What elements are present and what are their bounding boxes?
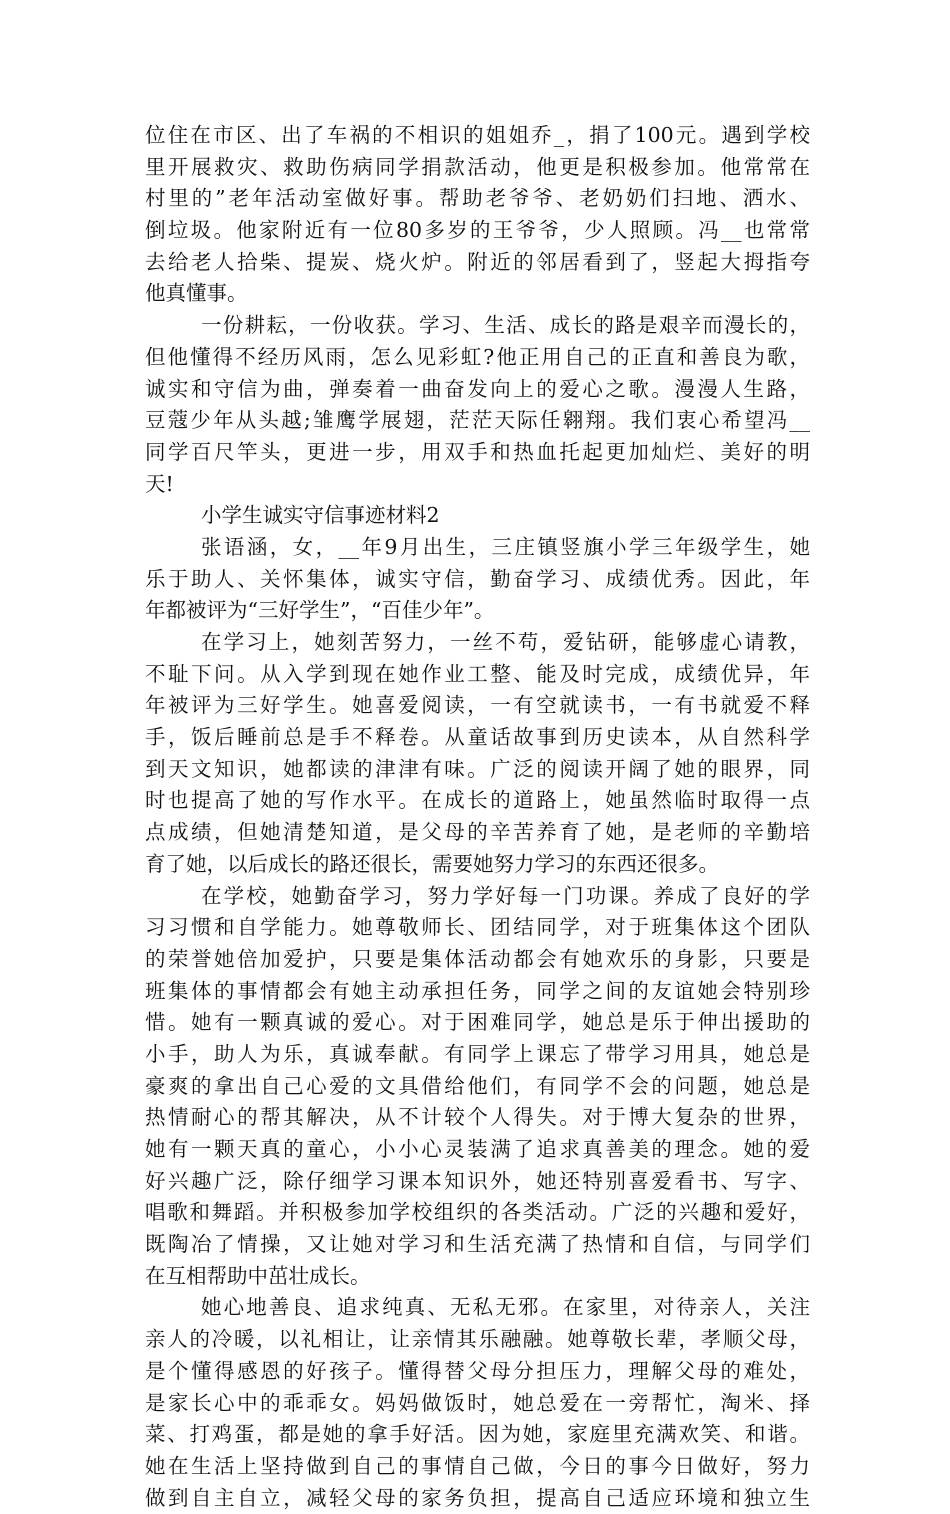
text-line: 诚实和守信为曲，弹奏着一曲奋发向上的爱心之歌。漫漫人生路， <box>145 376 810 401</box>
text-line: 惜。她有一颗真诚的爱心。对于困难同学，她总是乐于伸出援助的 <box>145 1010 810 1035</box>
text-line: 年都被评为“三好学生”，“百佳少年”。 <box>145 598 495 623</box>
text-line: 在学习上，她刻苦努力，一丝不苟，爱钻研，能够虚心请教， <box>201 630 810 654</box>
text-line: 她在生活上坚持做到自己的事情自己做，今日的事今日做好，努力 <box>145 1453 810 1478</box>
text-line: 她心地善良、追求纯真、无私无邪。在家里，对待亲人，关注 <box>201 1295 810 1320</box>
text-line: 但他懂得不经历风雨，怎么见彩虹?他正用自己的正直和善良为歌， <box>145 344 810 369</box>
text-line: 小手，助人为乐，真诚奉献。有同学上课忘了带学习用具，她总是 <box>145 1041 810 1066</box>
text-line: 热情耐心的帮其解决，从不计较个人得失。对于博大复杂的世界， <box>145 1105 810 1130</box>
text-line: 班集体的事情都会有她主动承担任务，同学之间的友谊她会特别珍 <box>145 978 810 1003</box>
text-line: 的荣誉她倍加爱护，只要是集体活动都会有她欢乐的身影，只要是 <box>145 946 810 971</box>
text-line: 张语涵，女，__年9月出生，三庄镇竖旗小学三年级学生，她 <box>201 534 810 559</box>
text-line: 亲人的冷暖，以礼相让，让亲情其乐融融。她尊敬长辈，孝顺父母， <box>145 1327 810 1352</box>
text-line: 一份耕耘，一份收获。学习、生活、成长的路是艰辛而漫长的， <box>201 313 810 338</box>
text-line: 在互相帮助中茁壮成长。 <box>145 1263 371 1288</box>
text-line: 豪爽的拿出自己心爱的文具借给他们，有同学不会的问题，她总是 <box>145 1073 810 1098</box>
text-line: 同学百尺竿头，更进一步，用双手和热血托起更加灿烂、美好的明 <box>145 439 810 464</box>
text-line: 手，饭后睡前总是手不释卷。从童话故事到历史读本，从自然科学 <box>145 725 810 750</box>
text-line: 乐于助人、关怀集体，诚实守信，勤奋学习、成绩优秀。因此，年 <box>145 566 810 591</box>
text-line: 她有一颗天真的童心，小小心灵装满了追求真善美的理念。她的爱 <box>145 1137 810 1161</box>
text-line: 好兴趣广泛，除仔细学习课本知识外，她还特别喜爱看书、写字、 <box>145 1168 810 1193</box>
text-line: 豆蔻少年从头越;雏鹰学展翅，茫茫天际任翱翔。我们衷心希望冯__ <box>145 408 810 433</box>
text-line: 不耻下问。从入学到现在她作业工整、能及时完成，成绩优异，年 <box>145 661 810 686</box>
text-line: 里开展救灾、救助伤病同学捐款活动，他更是积极参加。他常常在 <box>145 154 810 179</box>
text-line: 唱歌和舞蹈。并积极参加学校组织的各类活动。广泛的兴趣和爱好， <box>145 1200 810 1225</box>
text-line: 习习惯和自学能力。她尊敬师长、团结同学，对于班集体这个团队 <box>145 915 810 940</box>
text-line: 在学校，她勤奋学习，努力学好每一门功课。养成了良好的学 <box>201 883 810 908</box>
text-line: 天! <box>145 471 174 496</box>
text-line: 年被评为三好学生。她喜爱阅读，一有空就读书，一有书就爱不释 <box>145 693 810 718</box>
text-line: 育了她，以后成长的路还很长，需要她努力学习的东西还很多。 <box>145 851 719 876</box>
text-line: 他真懂事。 <box>145 281 248 306</box>
text-line: 做到自主自立，减轻父母的家务负担，提高自己适应环境和独立生 <box>145 1485 810 1510</box>
text-line: 时也提高了她的写作水平。在成长的道路上，她虽然临时取得一点 <box>145 788 810 813</box>
text-line: 去给老人拾柴、提炭、烧火炉。附近的邻居看到了，竖起大拇指夸 <box>145 249 810 274</box>
section-title: 小学生诚实守信事迹材料2 <box>201 503 440 528</box>
text-line: 到天文知识，她都读的津津有味。广泛的阅读开阔了她的眼界，同 <box>145 756 810 781</box>
text-line: 倒垃圾。他家附近有一位80多岁的王爷爷，少人照顾。冯__也常常 <box>145 218 810 243</box>
text-line: 既陶冶了情操，又让她对学习和生活充满了热情和自信，与同学们 <box>145 1232 810 1257</box>
text-line: 点成绩，但她清楚知道，是父母的辛苦养育了她，是老师的辛勤培 <box>145 820 810 845</box>
document-body <box>145 120 810 1514</box>
text-line: 位住在市区、出了车祸的不相识的姐姐乔_，捐了100元。遇到学校 <box>145 123 810 147</box>
text-line: 是家长心中的乖乖女。妈妈做饭时，她总爱在一旁帮忙，淘米、择 <box>145 1390 810 1415</box>
text-line: 村里的”老年活动室做好事。帮助老爷爷、老奶奶们扫地、洒水、 <box>145 186 810 211</box>
text-line: 菜、打鸡蛋，都是她的拿手好活。因为她，家庭里充满欢笑、和谐。 <box>145 1422 810 1447</box>
text-line: 是个懂得感恩的好孩子。懂得替父母分担压力，理解父母的难处， <box>145 1358 810 1383</box>
